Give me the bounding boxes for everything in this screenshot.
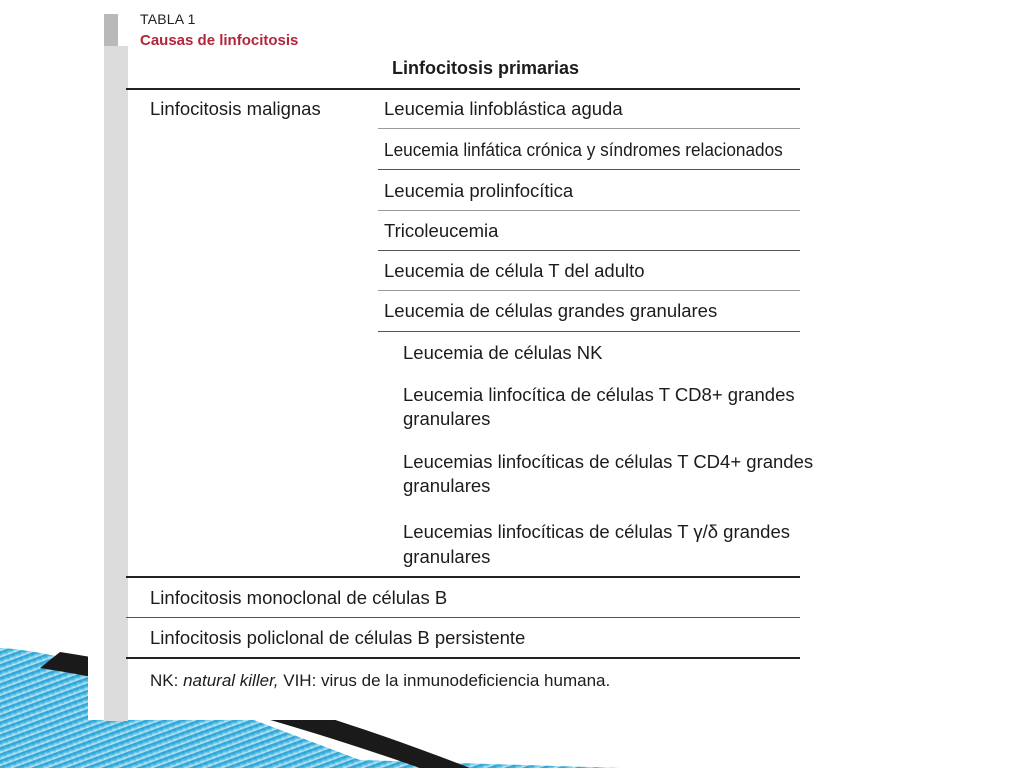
table-bottom-rule <box>126 657 800 659</box>
header-rule <box>126 88 800 90</box>
caption-marker-bar <box>104 14 118 46</box>
row-rule <box>378 331 800 332</box>
subentry-line: granulares <box>403 546 491 567</box>
row-rule <box>378 250 800 251</box>
other-row: Linfocitosis monoclonal de células B <box>150 587 448 608</box>
row-rule <box>378 169 800 170</box>
subentry-line: Leucemia linfocítica de células T CD8+ grandes <box>403 384 795 405</box>
row-rule <box>378 210 800 211</box>
entry-row: Tricoleucemia <box>384 220 499 241</box>
table-title: Causas de linfocitosis <box>140 32 299 49</box>
entry-row: Leucemia de célula T del adulto <box>384 260 645 281</box>
entry-row: Leucemia linfoblástica aguda <box>384 98 623 119</box>
entry-row: Leucemia de células grandes granulares <box>384 300 718 321</box>
other-row: Linfocitosis policlonal de células B persistente <box>150 627 526 648</box>
subentry-line: Leucemias linfocíticas de células T CD4+ grandes <box>403 451 814 472</box>
row-rule <box>378 128 800 129</box>
subentry-line: granulares <box>403 408 491 429</box>
row-rule <box>378 290 800 291</box>
footnote-nk-abbr: NK: <box>150 671 179 690</box>
footnote-nk-expansion: natural killer, <box>183 671 279 690</box>
subentry-line: Leucemia de células NK <box>403 342 603 363</box>
entry-row: Leucemia linfática crónica y síndromes relacionados <box>384 139 783 160</box>
group-label: Linfocitosis malignas <box>150 98 321 119</box>
row-rule <box>126 617 800 618</box>
footnote-rest: VIH: virus de la inmunodeficiencia humana. <box>283 671 611 690</box>
subentry-line: granulares <box>403 475 491 496</box>
group-end-rule <box>126 576 800 578</box>
table-side-bar <box>104 46 128 721</box>
table-number: TABLA 1 <box>140 11 196 27</box>
section-header: Linfocitosis primarias <box>392 58 580 78</box>
footnote <box>150 670 610 692</box>
entry-row: Leucemia prolinfocítica <box>384 180 574 201</box>
subentry-line: Leucemias linfocíticas de células T γ/δ grandes <box>403 521 791 542</box>
